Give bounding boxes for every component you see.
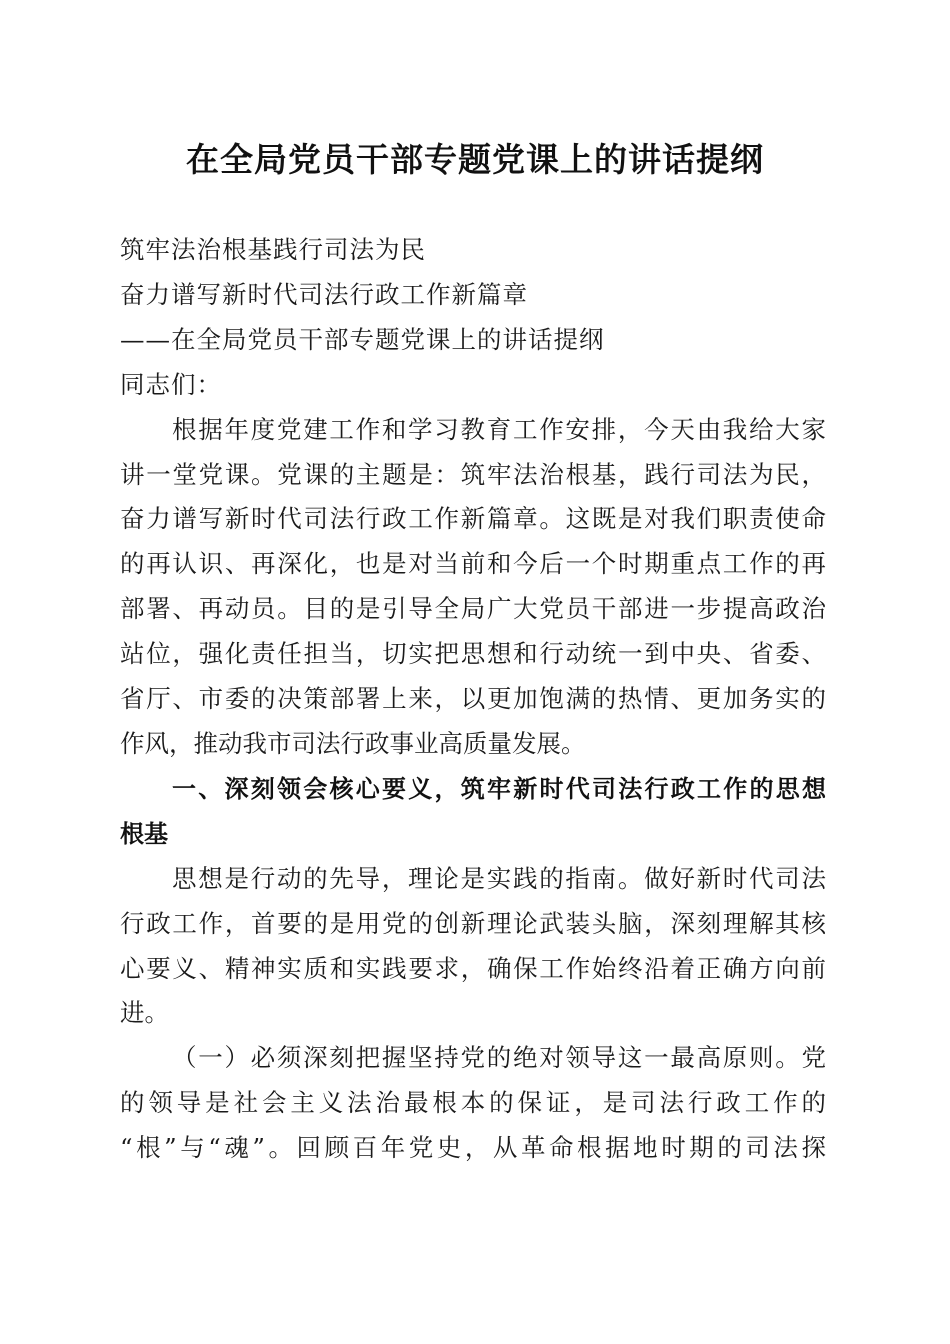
subtitle-line-1: 筑牢法治根基践行司法为民	[120, 235, 426, 264]
salutation: 同志们：	[120, 369, 222, 399]
paragraph-line: 奋力谱写新时代司法行政工作新篇章。这既是对我们职责使命	[120, 504, 826, 534]
paragraph-line: 作风，推动我市司法行政事业高质量发展。	[120, 728, 586, 758]
paragraph-line: （一）必须深刻把握坚持党的绝对领导这一最高原则。党	[172, 1043, 826, 1073]
paragraph-line: 站位，强化责任担当，切实把思想和行动统一到中央、省委、	[120, 639, 826, 669]
paragraph-line: 根据年度党建工作和学习教育工作安排，今天由我给大家	[172, 414, 826, 444]
paragraph-line: 省厅、市委的决策部署上来，以更加饱满的热情、更加务实的	[120, 684, 826, 714]
paragraph-line: 思想是行动的先导，理论是实践的指南。做好新时代司法	[172, 863, 826, 893]
subsection-1-paragraph	[120, 1036, 826, 1171]
paragraph-line: 的再认识、再深化，也是对当前和今后一个时期重点工作的再	[120, 549, 826, 579]
paragraph-line: 部署、再动员。目的是引导全局广大党员干部进一步提高政治	[120, 594, 826, 624]
paragraph-line: “根”与“魂”。回顾百年党史，从革命根据地时期的司法探	[120, 1133, 826, 1163]
document-body	[120, 228, 826, 1171]
paragraph-line: 行政工作，首要的是用党的创新理论武装头脑，深刻理解其核	[120, 908, 826, 938]
heading-line: 一、深刻领会核心要义，筑牢新时代司法行政工作的思想	[172, 774, 826, 803]
document-title: 在全局党员干部专题党课上的讲话提纲	[186, 140, 764, 179]
paragraph-line: 心要义、精神实质和实践要求，确保工作始终沿着正确方向前	[120, 953, 826, 983]
section-1-paragraph	[120, 857, 826, 1037]
section-heading-1	[120, 767, 826, 857]
paragraph-line: 进。	[120, 998, 169, 1028]
paragraph-line: 讲一堂党课。党课的主题是：筑牢法治根基，践行司法为民，	[120, 459, 826, 489]
intro-paragraph	[120, 408, 826, 767]
heading-line: 根基	[120, 819, 168, 848]
subtitle-line-3: ——在全局党员干部专题党课上的讲话提纲	[120, 324, 605, 354]
paragraph-line: 的领导是社会主义法治最根本的保证，是司法行政工作的	[120, 1088, 826, 1118]
subtitle-line-2: 奋力谱写新时代司法行政工作新篇章	[120, 279, 528, 309]
